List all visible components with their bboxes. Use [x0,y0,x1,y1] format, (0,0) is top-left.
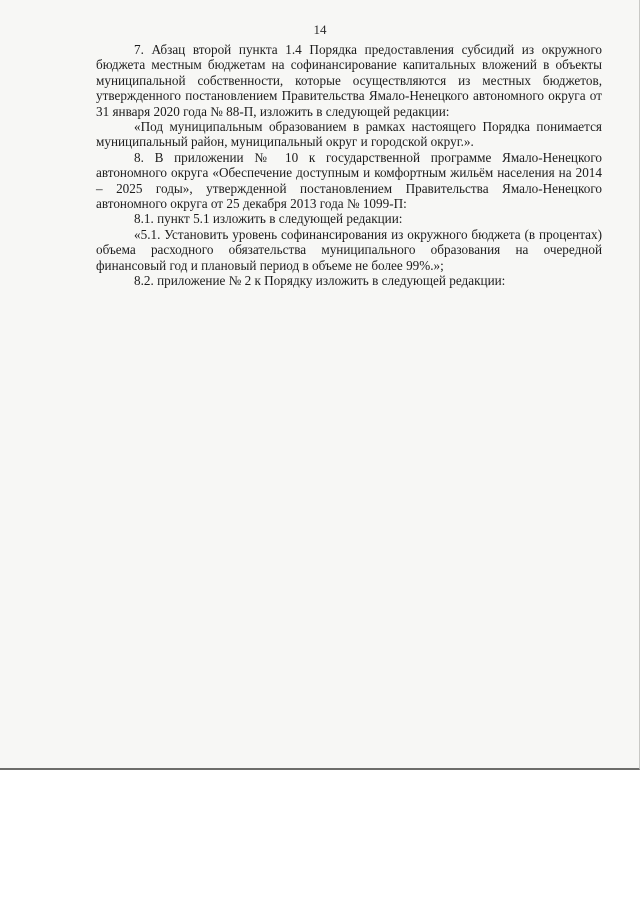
paragraph-8-1: 8.1. пункт 5.1 изложить в следующей редакции: [134,211,403,227]
paragraph-8-2: 8.2. приложение № 2 к Порядку изложить в следующей редакции: [134,273,506,289]
paragraph-quote-municipal-definition: «Под муниципальным образованием в рамках настоящего Порядка понимается муниципальный район, муниципальный округ и городской округ.». [96,119,602,150]
paragraph-8: 8. В приложении № 10 к государственной программе Ямало-Ненецкого автономного округа «Обеспечение доступным и комфортным жильём населения на 2014 – 2025 годы», утвержденной постановлением Правительства Ямало-Ненецкого автономного округа от 25 декабря 2013 года № 1099-П: [96,149,602,212]
paragraph-quote-5-1: «5.1. Установить уровень софинансирования из окружного бюджета (в процентах) объема расходного обязательства муниципального образования на очередной финансовый год и плановый период в объеме не более 99%.»; [96,226,602,273]
paragraph-7: 7. Абзац второй пункта 1.4 Порядка предоставления субсидий из окружного бюджета местным бюджетам на софинансирование капитальных вложений в объекты муниципальной собственности, которые осуществляются из местных бюджетов, утвержденного постановлением Правительства Ямало-Ненецкого автономного округа от 31 января 2020 года № 88-П, изложить в следующей редакции: [96,42,602,119]
document-body [96,42,602,289]
page-number: 14 [313,22,327,37]
